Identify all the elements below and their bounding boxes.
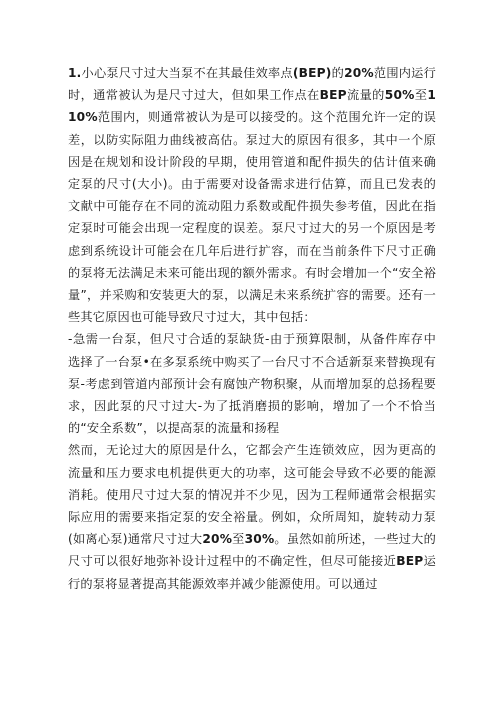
text-run: 流量的 (346, 88, 385, 103)
text-run: 110% (68, 88, 437, 125)
text-run: 1. (68, 66, 82, 80)
text-run: 。虽然如前所述，一些过大的尺寸可以很好地弥补设计过程中的不确定性，但尽可能接近 (68, 532, 436, 569)
paragraph-pump-oversizing-intro (68, 62, 436, 328)
text-run: 范围内运行时，通常被认为是尺寸过大，但如果工作点在 (68, 66, 436, 103)
text-run: BEP (396, 554, 424, 569)
text-run: 20% (344, 66, 374, 80)
text-run: BEP (319, 88, 347, 103)
text-run: 至 (232, 532, 245, 547)
text-run: 30% (244, 532, 275, 547)
text-run: -急需一台泵，但尺寸合适的泵缺货-由于预算限制，从备件库存中选择了一台泵•在多泵系统中购买了一台尺寸不合适新泵来替换现有泵-考虑到管道内部预计会有腐蚀产物积聚，从而增加泵的总扬程要求，因此泵的尺寸过大-为了抵消磨损的影响，增加了一个不恰当的“安全系数”，以提高泵的流量和扬程 (68, 332, 436, 436)
text-run: 然而，无论过大的原因是什么，它都会产生连锁效应，因为更高的流量和压力要求电机提供更大的功率，这可能会导致不必要的能源消耗。使用尺寸过大泵的情况并不少见，因为工程师通常会根据实际应用的需要来指定泵的安全裕量。例如，众所周知，旋转动力泵(如离心泵)通常尺寸过大 (68, 443, 436, 547)
text-run: 小心泵尺寸过大当泵不在其最佳效率点 (81, 66, 293, 80)
text-run: (BEP) (292, 66, 332, 80)
text-run: 运行的泵将显著提高其能源效率并减少能源使用。可以通过 (68, 554, 436, 591)
text-run: 的 (331, 66, 345, 80)
text-run: 20% (202, 532, 233, 547)
text-run: 范围内，则通常被认为是可以接受的。这个范围允许一定的误差，以防实际阻力曲线被高估。泵过大的原因有很多，其中一个原因是在规划和设计阶段的早期，使用管道和配件损失的估计值来确定泵的尺寸(大小)。由于需要对设备需求进行估算，而且已发表的文献中可能存在不同的流动阻力系数或配件损失参考值，因此在指定泵时可能会出现一定程度的误差。泵尺寸过大的另一个原因是考虑到系统设计可能会在几年后进行扩容，而在当前条件下尺寸正确的泵将无法满足未来可能出现的额外需求。有时会增加一个“安全裕量”，并采购和安装更大的泵，以满足未来系统扩容的需要。还有一些其它原因也可能导致尺寸过大，其中包括： (68, 110, 436, 325)
paragraph-energy-consequences (68, 439, 436, 594)
text-run: 50% (384, 88, 415, 103)
paragraph-oversizing-reasons-list (68, 328, 436, 439)
text-run: 至 (414, 88, 428, 103)
